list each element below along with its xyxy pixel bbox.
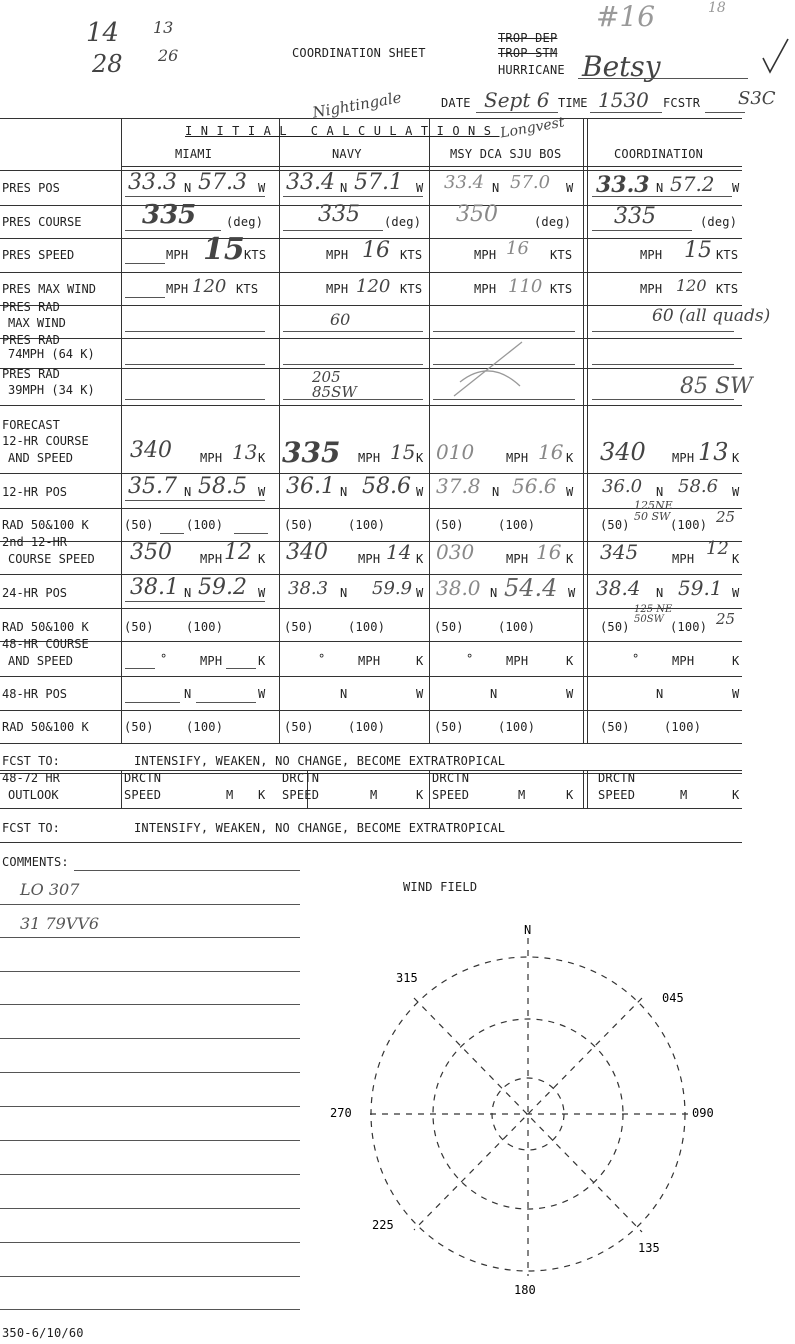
coord-c2-course: 345 [600,540,639,564]
handwritten-side-note: Nightingale [311,88,403,122]
unit-w: W [566,181,574,195]
unit-deg: (deg) [384,215,422,229]
unit-n: N [340,485,348,499]
coord-r100: (100) [670,518,708,532]
unit-m: M [680,788,688,802]
unit-deg-sym: ° [160,652,168,666]
unit-w: W [258,687,266,701]
row-label-outlook-1: 48-72 HR [2,771,60,785]
unit-mph: MPH [506,451,529,465]
msy-r100-48: (100) [498,720,536,734]
unit-k: K [566,788,574,802]
page-number-note: #16 [596,0,656,33]
navy-rad-max-wind: 60 [330,310,351,329]
coord-rad-max-wind: 60 (all quads) [652,306,771,326]
date-label: DATE [441,96,471,110]
coord-rad12-50: 125NE 50 SW [634,499,673,523]
coord-course: 335 [614,204,656,229]
unit-mph: MPH [200,451,223,465]
coord-rad-39: 85 SW [680,374,753,399]
unit-m: M [226,788,234,802]
row-label-rad-max-wind-1: PRES RAD [2,300,60,314]
coord-speed: 15 [684,238,712,263]
type-option-trop-stm: TROP STM [498,46,558,60]
unit-mph: MPH [640,248,663,262]
navy-rad-39: 205 85SW [312,368,357,401]
unit-n: N [340,181,348,195]
unit-k: K [258,451,266,465]
type-option-trop-dep: TROP DEP [498,31,558,45]
unit-n: N [656,181,664,195]
unit-n: N [656,485,664,499]
type-option-hurricane: HURRICANE [498,63,565,77]
wind-field-label-135: 135 [638,1241,660,1255]
handwritten-note-28: 28 [92,50,123,78]
unit-w: W [416,586,424,600]
wind-field-label-180: 180 [514,1283,536,1297]
miami-pos12-lon: 58.5 [198,474,247,499]
miami-r100-48: (100) [186,720,224,734]
miami-course: 335 [142,200,197,230]
crossed-out-entry [450,338,530,402]
unit-mph: MPH [506,552,529,566]
column-header-navy: NAVY [332,147,362,161]
row-label-12hr-pos: 12-HR POS [2,485,68,499]
unit-kts: KTS [400,248,423,262]
fcstr-label: FCSTR [663,96,701,110]
unit-n: N [492,181,500,195]
unit-w: W [416,687,424,701]
coord-r100-24: (100) [670,620,708,634]
unit-kts: KTS [550,282,573,296]
handwritten-side-note-2: Longvest [499,114,566,142]
unit-deg-sym: ° [318,652,326,666]
row-label-rad-74-1: PRES RAD [2,333,60,347]
row-label-2nd-12hr-1: 2nd 12-HR [2,535,68,549]
unit-deg-sym: ° [466,652,474,666]
wind-field-label-315: 315 [396,971,418,985]
navy-speed: 16 [362,238,390,263]
fcst-options-2: INTENSIFY, WEAKEN, NO CHANGE, BECOME EXTRATROPICAL [134,821,506,835]
coord-rad24-50: 125 NE 50SW [634,604,673,625]
msy-r100-24: (100) [498,620,536,634]
unit-kts: KTS [236,282,259,296]
unit-k: K [732,788,740,802]
row-label-pres-max-wind: PRES MAX WIND [2,282,96,296]
miami-r100-24: (100) [186,620,224,634]
row-label-48hr-course-1: 48-HR COURSE [2,637,89,651]
coord-pos12-lat: 36.0 [602,476,643,497]
unit-k: K [416,654,424,668]
row-label-outlook-2: OUTLOOK [8,788,59,802]
unit-w: W [258,485,266,499]
coord-rad12-100: 25 [716,508,736,526]
comment-line-2: 31 79VV6 [20,914,100,933]
coord-c2-speed: 12 [706,538,729,559]
msy-fc12-speed: 16 [538,440,564,464]
miami-max-wind: 120 [192,276,227,297]
unit-w: W [732,485,740,499]
row-label-rad-1: RAD 50&100 K [2,518,89,532]
row-label-rad-74-2: 74MPH (64 K) [8,347,95,361]
unit-mph: MPH [326,248,349,262]
navy-fc12-speed: 15 [390,440,416,464]
unit-n: N [340,586,348,600]
msy-speed: 16 [506,238,529,259]
unit-k: K [566,654,574,668]
coord-fc12-speed: 13 [698,438,729,466]
row-label-rad-max-wind-2: MAX WIND [8,316,66,330]
row-label-pres-pos: PRES POS [2,181,60,195]
unit-w: W [258,181,266,195]
unit-n: N [492,485,500,499]
msy-pos12-lon: 56.6 [512,474,557,498]
coord-fc12-course: 340 [600,438,646,466]
unit-kts: KTS [716,282,739,296]
navy-pos12-lon: 58.6 [362,474,411,499]
unit-mph: MPH [200,654,223,668]
unit-deg: (deg) [700,215,738,229]
form-number: 350-6/10/60 [2,1326,84,1340]
navy-r50-48: (50) [284,720,314,734]
coord-r50: (50) [600,518,630,532]
miami-c2-speed: 12 [224,540,252,565]
row-label-pres-speed: PRES SPEED [2,248,75,262]
handwritten-note-13: 13 [153,18,174,37]
miami-pos24-lat: 38.1 [130,575,179,600]
navy-c2-speed: 14 [386,540,412,564]
unit-n: N [184,586,192,600]
outlook-drctn-navy: DRCTN [282,771,320,785]
msy-pos-lat: 33.4 [444,172,485,193]
msy-c2-course: 030 [436,540,475,564]
navy-r100-48: (100) [348,720,386,734]
coord-pos-lon: 57.2 [670,172,715,196]
unit-mph: MPH [474,248,497,262]
row-label-2nd-12hr-2: COURSE SPEED [8,552,95,566]
row-label-24hr-pos: 24-HR POS [2,586,68,600]
date-value: Sept 6 [484,88,550,112]
navy-pos12-lat: 36.1 [286,474,335,499]
unit-n: N [656,586,664,600]
coord-rad24-100: 25 [716,610,736,628]
unit-k: K [416,788,424,802]
unit-n: N [490,586,498,600]
outlook-speed-msy: SPEED [432,788,470,802]
navy-max-wind: 120 [356,276,391,297]
unit-mph: MPH [358,552,381,566]
row-label-rad-2: RAD 50&100 K [2,620,89,634]
row-label-rad-39-1: PRES RAD [2,367,60,381]
msy-c2-speed: 16 [536,540,562,564]
comments-label: COMMENTS: [2,855,69,869]
outlook-speed-navy: SPEED [282,788,320,802]
navy-c2-course: 340 [286,540,328,565]
unit-w: W [258,586,266,600]
navy-course: 335 [318,202,360,227]
unit-mph: MPH [640,282,663,296]
outlook-drctn-msy: DRCTN [432,771,470,785]
msy-r50-48: (50) [434,720,464,734]
msy-r50-24: (50) [434,620,464,634]
row-label-fcst-to-2: FCST TO: [2,821,60,835]
coord-max-wind: 120 [676,276,707,295]
unit-k: K [258,654,266,668]
unit-k: K [732,654,740,668]
unit-mph: MPH [358,654,381,668]
coord-pos24-lon: 59.1 [678,576,723,600]
msy-pos24-lat: 38.0 [436,576,481,600]
comment-line-1: LO 307 [20,880,80,899]
wind-field-label-n: N [524,923,532,937]
fcstr-value: S3C [738,88,776,109]
outlook-drctn-miami: DRCTN [124,771,162,785]
unit-n: N [490,687,498,701]
coord-pos12-lon: 58.6 [678,476,719,497]
unit-n: N [184,687,192,701]
msy-r100: (100) [498,518,536,532]
msy-r50: (50) [434,518,464,532]
unit-k: K [566,552,574,566]
row-label-forecast-3: AND SPEED [8,451,74,465]
coord-pos24-lat: 38.4 [596,576,641,600]
unit-k: K [566,451,574,465]
coord-pos-lat: 33.3 [596,172,650,198]
coord-r100-48: (100) [664,720,702,734]
row-label-forecast-1: FORECAST [2,418,60,432]
navy-r100-24: (100) [348,620,386,634]
miami-r100: (100) [186,518,224,532]
unit-mph: MPH [358,451,381,465]
wind-field-title: WIND FIELD [403,880,478,894]
unit-mph: MPH [672,552,695,566]
unit-deg: (deg) [534,215,572,229]
miami-fc12-speed: 13 [232,440,258,464]
coord-r50-48: (50) [600,720,630,734]
storm-name: Betsy [582,50,661,83]
unit-kts: KTS [716,248,739,262]
navy-r50-24: (50) [284,620,314,634]
unit-w: W [732,586,740,600]
miami-fc12-course: 340 [130,438,172,463]
unit-k: K [416,552,424,566]
miami-r50-48: (50) [124,720,154,734]
unit-w: W [416,485,424,499]
navy-fc12-course: 335 [282,436,341,469]
handwritten-note-26: 26 [158,46,179,65]
column-header-coordination: COORDINATION [614,147,704,161]
handwritten-note-14: 14 [86,18,120,48]
unit-n: N [656,687,664,701]
unit-k: K [732,552,740,566]
handwritten-note-18: 18 [708,0,726,16]
wind-field-label-225: 225 [372,1218,394,1232]
column-header-miami: MIAMI [175,147,213,161]
miami-pos-lat: 33.3 [128,170,177,195]
msy-max-wind: 110 [508,276,543,297]
navy-pos24-lat: 38.3 [288,578,329,599]
unit-w: W [566,485,574,499]
wind-field-label-090: 090 [692,1106,714,1120]
row-label-rad-3: RAD 50&100 K [2,720,89,734]
msy-pos12-lat: 37.8 [436,474,481,498]
time-value: 1530 [598,88,649,112]
row-label-48hr-pos: 48-HR POS [2,687,68,701]
unit-k: K [258,788,266,802]
row-label-rad-39-2: 39MPH (34 K) [8,383,95,397]
miami-r50: (50) [124,518,154,532]
msy-pos24-lon: 54.4 [504,574,558,602]
outlook-drctn-coord: DRCTN [598,771,636,785]
row-label-pres-course: PRES COURSE [2,215,82,229]
navy-r50: (50) [284,518,314,532]
fcst-options: INTENSIFY, WEAKEN, NO CHANGE, BECOME EXTRATROPICAL [134,754,506,768]
checkmark-icon [760,36,790,76]
unit-w: W [416,181,424,195]
row-label-fcst-to: FCST TO: [2,754,60,768]
initial-calculations-header: INITIAL CALCULATIONS [185,124,500,138]
unit-mph: MPH [166,282,189,296]
msy-pos-lon: 57.0 [510,172,551,193]
unit-w: W [732,181,740,195]
unit-w: W [566,687,574,701]
unit-w: W [568,586,576,600]
outlook-speed-miami: SPEED [124,788,162,802]
unit-w: W [732,687,740,701]
coord-r50-24: (50) [600,620,630,634]
unit-mph: MPH [200,552,223,566]
miami-speed: 15 [203,232,245,267]
navy-r100: (100) [348,518,386,532]
unit-deg-sym: ° [632,652,640,666]
unit-m: M [518,788,526,802]
wind-field-diagram [330,920,730,1310]
unit-mph: MPH [166,248,189,262]
miami-pos24-lon: 59.2 [198,575,247,600]
unit-k: K [258,552,266,566]
miami-pos-lon: 57.3 [198,170,247,195]
page-title: COORDINATION SHEET [292,46,426,60]
unit-mph: MPH [672,451,695,465]
row-label-48hr-course-2: AND SPEED [8,654,74,668]
wind-field-label-270: 270 [330,1106,352,1120]
unit-m: M [370,788,378,802]
time-label: TIME [558,96,588,110]
wind-field-label-045: 045 [662,991,684,1005]
navy-pos-lon: 57.1 [354,170,403,195]
navy-pos-lat: 33.4 [286,170,335,195]
unit-k: K [732,451,740,465]
miami-pos12-lat: 35.7 [128,474,177,499]
navy-pos24-lon: 59.9 [372,578,413,599]
column-header-msy: MSY DCA SJU BOS [450,147,562,161]
unit-kts: KTS [550,248,573,262]
outlook-speed-coord: SPEED [598,788,636,802]
unit-kts: KTS [400,282,423,296]
unit-k: K [416,451,424,465]
miami-c2-course: 350 [130,540,172,565]
msy-fc12-course: 010 [436,440,475,464]
unit-n: N [340,687,348,701]
miami-r50-24: (50) [124,620,154,634]
unit-mph: MPH [506,654,529,668]
unit-kts: KTS [244,248,267,262]
row-label-forecast-2: 12-HR COURSE [2,434,89,448]
unit-n: N [184,181,192,195]
unit-mph: MPH [672,654,695,668]
unit-deg: (deg) [226,215,264,229]
unit-mph: MPH [326,282,349,296]
unit-n: N [184,485,192,499]
msy-course: 350 [456,202,498,227]
unit-mph: MPH [474,282,497,296]
